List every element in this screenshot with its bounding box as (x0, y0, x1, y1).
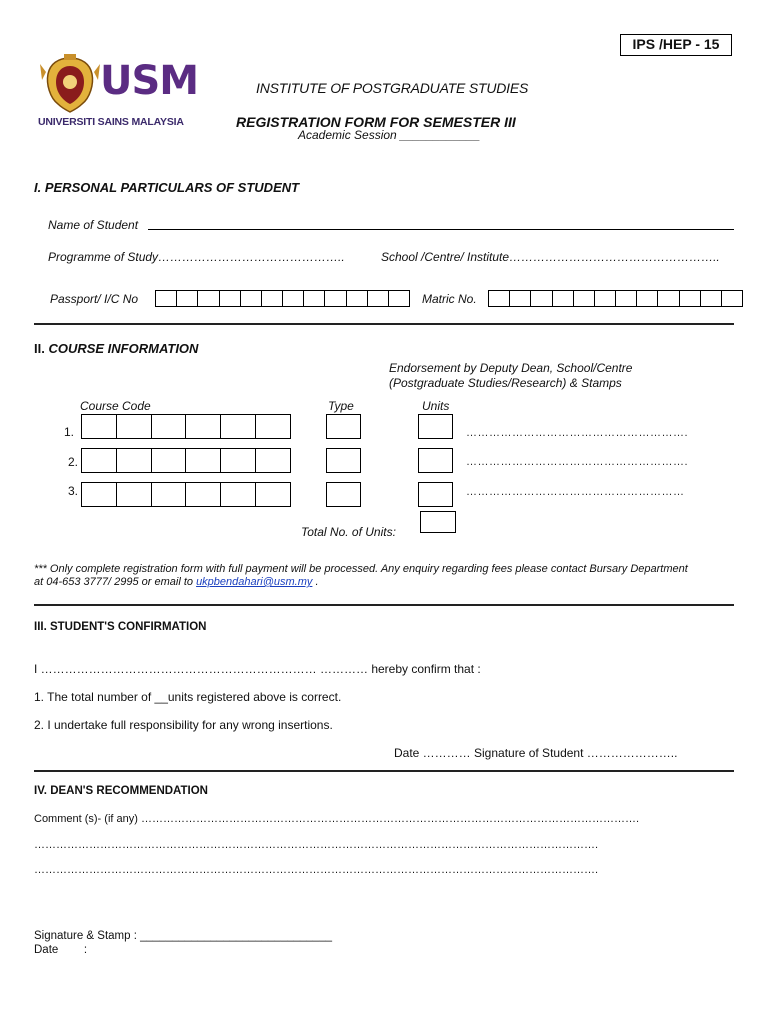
total-units-label: Total No. of Units: (301, 525, 396, 539)
matric-field[interactable] (488, 290, 743, 307)
divider-1 (34, 323, 734, 325)
total-units-field[interactable] (420, 511, 456, 533)
dean-date-line: Date : (34, 944, 88, 956)
divider-2 (34, 604, 734, 606)
name-field[interactable] (148, 214, 734, 230)
row-number: 2. (68, 455, 79, 469)
units-field[interactable] (418, 414, 453, 439)
comment-dots-line-2: ………………………………………………………………………………………………………………………………………. (34, 864, 599, 876)
programme-label: Programme of Study……………………………………….. (48, 250, 345, 264)
endorsement-line1: Endorsement by Deputy Dean, School/Centre (389, 361, 633, 375)
row-number: 1. (64, 425, 75, 439)
type-field[interactable] (326, 414, 361, 439)
usm-caption: UNIVERSITI SAINS MALAYSIA (38, 116, 184, 128)
endorsement-dots: …………………………………………………. (466, 427, 689, 439)
form-code-box: IPS /HEP - 15 (620, 34, 732, 56)
section1-title-text: I. PERSONAL PARTICULARS OF STUDENT (34, 180, 300, 195)
comment-dots-line-1: ………………………………………………………………………………………………………………………………………. (34, 839, 599, 851)
endorsement-line2: (Postgraduate Studies/Research) & Stamps (389, 376, 622, 390)
bursary-email-link[interactable]: ukpbendahari@usm.my (196, 576, 313, 588)
section3-title: III. STUDENT'S CONFIRMATION (34, 621, 207, 633)
name-label: Name of Student (48, 218, 139, 232)
form-title: REGISTRATION FORM FOR SEMESTER III (236, 114, 516, 130)
course-code-field[interactable] (81, 448, 291, 473)
passport-label: Passport/ I/C No (50, 292, 139, 306)
section2-title (34, 341, 198, 356)
section4-title: IV. DEAN'S RECOMMENDATION (34, 785, 208, 797)
section2-title-text: COURSE INFORMATION (48, 341, 199, 356)
usm-wordmark: USM (100, 58, 199, 104)
bursary-note (34, 563, 744, 589)
school-label: School /Centre/ Institute…………………………………………….. (381, 250, 720, 264)
passport-field[interactable] (155, 290, 410, 307)
confirm-line: I …………………………………………………………… ………… hereby confirm that : (34, 662, 481, 676)
crest-icon (38, 54, 102, 114)
course-code-field[interactable] (81, 482, 291, 507)
section2-title-prefix: II. (34, 341, 49, 356)
comment-line: Comment (s)- (if any) ………………………………………………………………………………………………………………………. (34, 813, 640, 825)
type-field[interactable] (326, 448, 361, 473)
row-number: 3. (68, 484, 79, 498)
col-type: Type (328, 399, 354, 413)
col-course-code: Course Code (80, 399, 151, 413)
units-field[interactable] (418, 448, 453, 473)
course-code-field[interactable] (81, 414, 291, 439)
col-units: Units (422, 399, 450, 413)
endorsement-dots: ………………………………………………… (466, 486, 685, 498)
type-field[interactable] (326, 482, 361, 507)
bursary-note-text2: at 04-653 3777/ 2995 or email to (34, 576, 197, 588)
signature-stamp-line: Signature & Stamp : ______________________________ (34, 930, 332, 942)
endorsement-dots: …………………………………………………. (466, 456, 689, 468)
matric-label: Matric No. (422, 292, 477, 306)
confirm-item-1: 1. The total number of __units registered above is correct. (34, 690, 342, 704)
divider-3 (34, 770, 734, 772)
bursary-note-text: *** Only complete registration form with full payment will be processed. Any enquiry regarding fees please contact Bursary Department (34, 563, 688, 575)
section1-title (34, 180, 299, 195)
academic-session: Academic Session ____________ (298, 128, 481, 142)
confirm-item-2: 2. I undertake full responsibility for any wrong insertions. (34, 718, 333, 732)
usm-logo (38, 54, 199, 130)
bursary-note-end: . (312, 576, 319, 588)
institute-title: INSTITUTE OF POSTGRADUATE STUDIES (256, 80, 529, 96)
units-field[interactable] (418, 482, 453, 507)
date-signature-student: Date ………… Signature of Student ………………….. (394, 746, 678, 760)
